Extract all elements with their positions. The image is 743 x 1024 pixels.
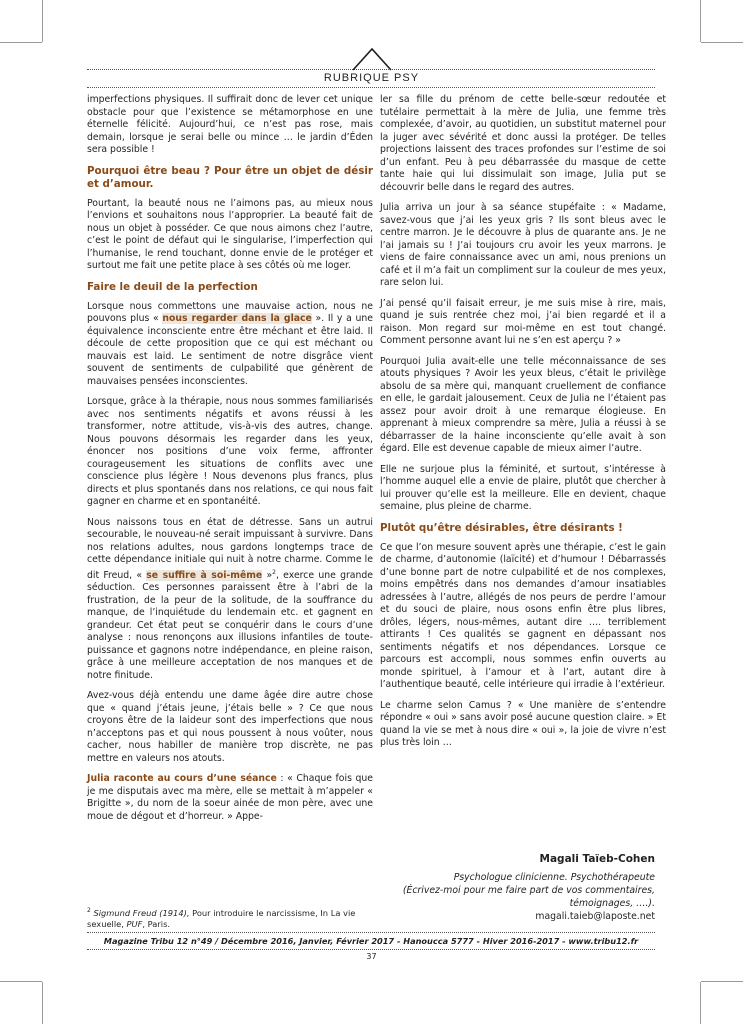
author-invite: (Écrivez-moi pour me faire part de vos commentaires,	[402, 885, 655, 896]
author-name: Magali Taïeb-Cohen	[539, 853, 655, 865]
paragraph: J’ai pensé qu’il faisait erreur, je me suis mise à rire, mais, quand je suis rentrée chez moi, j’ai bien regardé et il a raison. Mon regard sur moi-même en est tout changé. Comment personne avant lui ne s’en est aperçu ? »	[380, 297, 666, 346]
text-span: »	[262, 569, 273, 581]
crop-mark	[0, 981, 42, 982]
crop-mark	[701, 981, 743, 982]
paragraph: imperfections physiques. Il suffirait donc de lever cet unique obstacle pour que l’existence se métamorphose en une éternelle félicité. Aujourd’hui, ce n’est pas rose, mais demain, lorsque je serai belle ou mince … le jardin d’Éden sera possible !	[87, 94, 373, 155]
section-title: RUBRIQUE PSY	[323, 72, 420, 84]
highlight-phrase: se suffire à soi-même	[146, 569, 263, 581]
paragraph: Elle ne surjoue plus la féminité, et surtout, s’intéresse à l’homme auquel elle a envie de plaire, plutôt que chercher à lui prouver qu’elle est la meilleure. Elle en devient, chaque semaine, plus pleine de charme.	[380, 463, 666, 512]
footnote-place: , Paris.	[142, 918, 171, 929]
footnote-number: 2	[87, 907, 91, 914]
text-span: ». Il y a une équivalence inconsciente entre être méchant et être laid. Il découle de cette proposition que ce qui est méchant ou mauvais est laid. Le sentiment de notre disgrâce vient souvent de sentiments de culpabilité que génèrent de mauvaises pensées inconscientes.	[87, 313, 373, 387]
footnote-publisher: PUF	[126, 918, 143, 929]
paragraph	[87, 773, 373, 823]
paragraph: ler sa fille du prénom de cette belle-sœur redoutée et tutélaire permettait à la mère de Julia, une femme très complexée, d’avoir, au quotidien, un substitut maternel pour la juger avec sévérité et donc aussi la protéger. De telles projections laissent des traces profondes sur l’estime de soi d’un enfant. Peu à peu débarrassée du masque de cette tante haie qui lui dissimulait son image, Julia put se découvrir belle dans le regard des autres.	[380, 94, 666, 193]
paragraph: Pourtant, la beauté nous ne l’aimons pas, au mieux nous l’envions et souhaitons nous l’approprier. La beauté fait de nous un objet à posséder. Ce que nous aimons chez l’autre, c’est le point de défaut qui le singularise, l’imperfection qui l’humanise, le rend touchant, donne envie de le protéger et surtout me fait une petite place à ses côtés où me loger.	[87, 197, 373, 271]
highlight-phrase: nous regarder dans la glace	[162, 313, 312, 324]
footnote	[87, 905, 373, 930]
header-rule-bottom	[87, 87, 655, 88]
lead-phrase: Julia raconte au cours d’une séance	[87, 773, 277, 785]
paragraph: Ce que l’on mesure souvent après une thérapie, c’est le gain de charme, d’autonomie (laïcité) et d’humour ! Débarrassés d’une bonne part de notre culpabilité et de nos complexes, moins empêtrés dans nos demandes d’amour insatiables adressées à l’autre, allégés de nos peurs de perdre l’amour et du souci de plaire, nous osons enfin être plus libres, drôles, légers, nous-mêmes, autant dire …. terriblement attirants ! Ces qualités se gagnent en dépassant nos sentiments négatifs et nos dépendances. Lorsque ce parcours est accompli, nous sommes enfin ouverts au monde spirituel, à l’amour et à l’art, autant dire à l’authentique beauté, celle intérieure qui irradie à l’extérieur.	[380, 541, 666, 690]
paragraph: Pourquoi Julia avait-elle une telle méconnaissance de ses atouts physiques ? Avoir les yeux bleus, c’était le privilège absolu de sa mère qui, manquant cruellement de confiance en elle, le gardait jalousement. Ceux de Julia ne l’étaient pas assez pour avoir droit à une remarque élogieuse. En apprenant à mieux comprendre sa mère, Julia a réussi à se débarrasser de la haine inconsciente qu’elle avait à son égard. Elle est devenue capable de mieux aimer l’autre.	[380, 355, 666, 454]
right-column	[380, 94, 666, 758]
crop-mark	[700, 982, 701, 1024]
footnote-author: Sigmund Freud (1914),	[90, 907, 190, 918]
section-heading: Faire le deuil de la perfection	[87, 280, 258, 293]
footnote-ref: 2	[272, 568, 276, 576]
text-span: , exerce une grande séduction. Ces personnes paraissent être à l’abri de la frustration, de la peur de la solitude, de la souffrance du manque, de l’inquiétude du lendemain etc. et gagnent en grandeur. Cet état peut se conquérir dans le cours d’une analyse : nous renonçons aux illusions infantiles de toute-puissance et gagnons notre indépendance, en pleine raison, grâce à une meilleure acceptation de nos manques et de notre finitude.	[87, 569, 374, 681]
paragraph: Le charme selon Camus ? « Une manière de s’entendre répondre « oui » sans avoir posé aucune question claire. » Et quand la vie se met à nous dire « oui », la joie de vivre n’est plus très loin …	[380, 699, 666, 748]
crop-mark	[42, 982, 43, 1024]
crop-mark	[700, 0, 701, 42]
text-span: Nous naissons tous en état de détresse. Sans un autrui secourable, le nouveau-né serait impuissant à survivre. Dans nos relations adultes, nous gardons longtemps trace de cette dépendance initiale qui nuit à notre charme. Comme le dit Freud, «	[87, 516, 373, 581]
section-heading: Plutôt qu’être désirables, être désirants !	[380, 521, 623, 534]
footer-text: Magazine Tribu 12 n°49 / Décembre 2016, Janvier, Février 2017 - Hanoucca 5777 - Hiver 2016-2017 - www.tribu12.fr	[103, 936, 639, 946]
author-email[interactable]: magali.taieb@laposte.net	[535, 911, 655, 922]
paragraph	[87, 517, 373, 683]
section-heading: Pourquoi être beau ? Pour être un objet de désir et d’amour.	[87, 164, 373, 190]
paragraph: Julia arriva un jour à sa séance stupéfaite : « Madame, savez-vous que j’ai les yeux gris ? Ils sont bleus avec le centre marron. Je le découvre à plus de quarante ans. Je ne l’ai jamais su ! J’ai toujours cru avoir les yeux marrons. Je viens de faire connaissance avec un ami, nous prenions un café et il m’a fait un compliment sur la couleur de mes yeux, rare selon lui.	[380, 202, 666, 288]
footer-rule	[87, 932, 655, 933]
crop-mark	[42, 0, 43, 42]
footnote-title: Pour introduire le narcissisme, In La vie sexuelle,	[87, 907, 356, 929]
footer-rule-bottom	[87, 949, 655, 950]
author-title: Psychologue clinicienne. Psychothérapeute	[453, 872, 655, 883]
crop-mark	[701, 42, 743, 43]
paragraph: Lorsque, grâce à la thérapie, nous nous sommes familiarisés avec nos sentiments négatifs et avons réussi à les transformer, notre attitude, vis-à-vis des autres, change. Nous pouvons désormais les regarder dans les yeux, énoncer nos positions d’une voix ferme, affronter courageusement les situations de conflits avec une conscience plus légère ! Nous devenons plus francs, plus directs et plus spontanés dans nos relations, ce qui nous fait gagner en charme et en spontanéité.	[87, 396, 373, 507]
triangle-ornament-icon	[351, 47, 393, 71]
crop-mark	[0, 42, 42, 43]
text-span: Lorsque nous commettons une mauvaise action, nous ne pouvons plus «	[87, 300, 373, 324]
paragraph: Avez-vous déjà entendu une dame âgée dire autre chose que « quand j’étais jeune, j’étais belle » ? Ce que nous croyons être de la laideur sont des imperfections que nous n’acceptons pas et qui nous poussent à nous voûter, nous cacher, nous habiller de manière trop discrète, ne pas mettre en valeurs nos atouts.	[87, 690, 373, 764]
paragraph	[87, 301, 373, 389]
page-number: 37	[366, 952, 377, 961]
author-invite-cont: témoignages, ….).	[569, 898, 655, 909]
author-signature	[380, 853, 655, 923]
text-span: : « Chaque fois que je me disputais avec ma mère, elle se mettait à m’appeler « Brigitte », du nom de la soeur ainée de mon père, avec une moue de dégout et d’horreur. » Appe-	[87, 773, 373, 822]
left-column	[87, 94, 373, 831]
